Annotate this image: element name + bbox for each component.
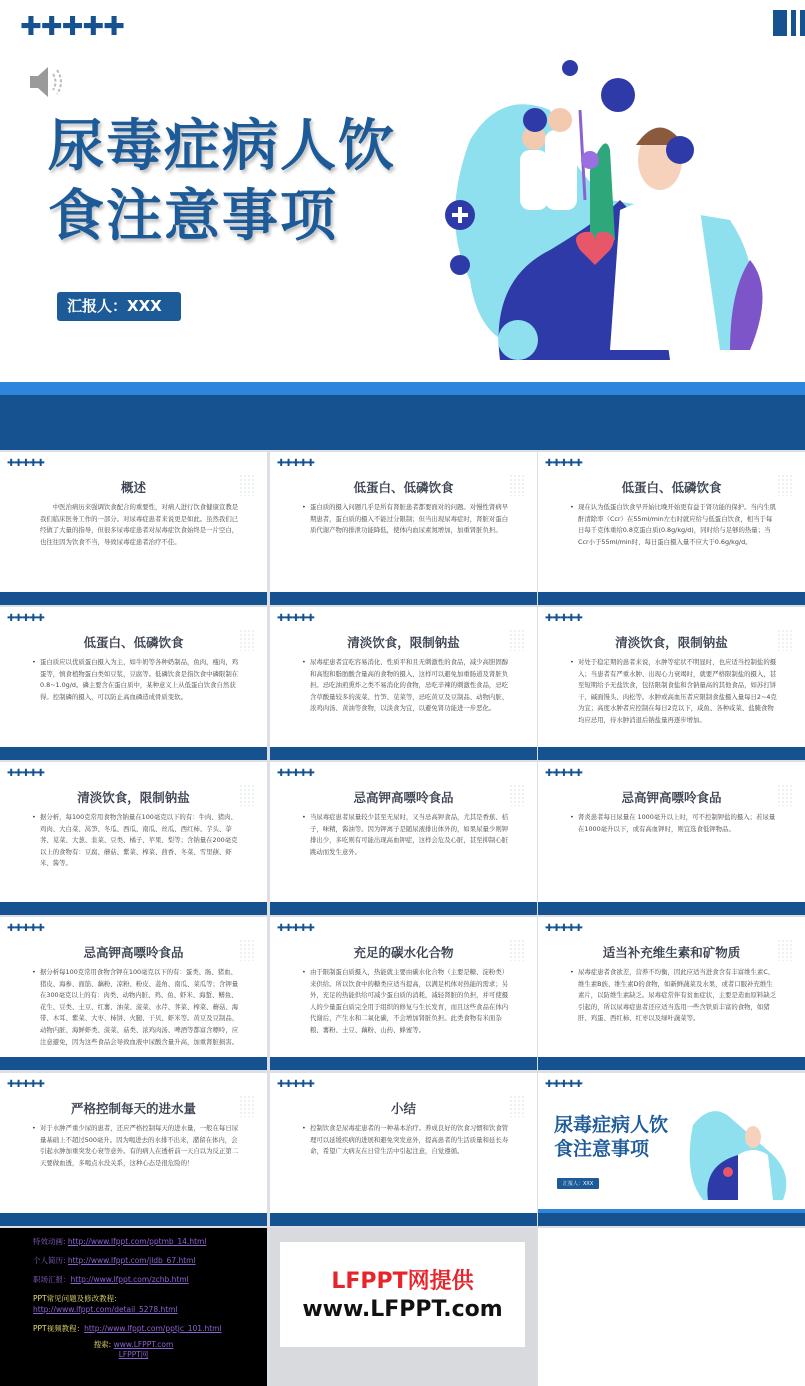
slide-thumbnail[interactable]: [0, 1073, 267, 1226]
slide-thumbnail[interactable]: [270, 452, 537, 605]
cover-title-line2: 食注意事项: [48, 184, 338, 249]
cross-decoration-icon: ✚✚✚✚✚: [545, 458, 582, 469]
cross-decoration-icon: ✚✚✚✚✚: [7, 923, 44, 934]
cover-title: [48, 112, 396, 252]
bars-decoration-icon: [773, 10, 805, 36]
cover-title-line1: 尿毒症病人饮: [48, 114, 396, 179]
slide-body: • 由于限制蛋白质摄入，热能就主要由碳水化合物（主要是糖、淀粉类）来供给。所以饮食中的糖类应适当提高，以满足机体对热能的需求；另外，充足的热能供给可减少蛋白质的消耗，减轻肾脏的负担，并可使摄人的少量蛋白质完全用于组织的修复与生长发育，而且这些食品在体内代谢后，产生水和二氧化碳，不会增加肾脏负担。此类食物有米面杂粮、薯粉、土豆、藕粉、山药、蜂蜜等。: [310, 967, 509, 1037]
doctor-illustration: [430, 50, 790, 370]
slide-body: • 尿毒症患者食欲差，营养不均衡，因此应适当进食含有丰富维生素C、维生素B族、维生素D的食物，如新鲜蔬菜及水果，或者口服补充维生素片，以防维生素缺乏。尿毒症常伴有贫血症状，主要是造血原料缺乏引起的，所以尿毒症患者还应适当选用一些含铁质丰富的食物，如猪肝、鸡蛋、西红柿、红枣以及绿叶蔬菜等。: [578, 967, 777, 1025]
reporter-badge: 汇报人：XXX: [57, 292, 181, 321]
cover-slide: [0, 0, 805, 450]
slide-thumbnail[interactable]: [538, 762, 805, 915]
slide-body: • 蛋白质的摄入问题几乎是所有肾脏患者都要面对的问题。对慢性肾病早期患者，蛋白质的摄入不能过分限制；但当出现尿毒症时，肾脏对蛋白质代谢产物的排泄功能降低，使体内血尿素氮增加，加重肾脏负担。: [310, 502, 509, 537]
resource-link[interactable]: http://www.lfppt.com/zchb.html: [70, 1275, 189, 1284]
slide-footer-band: [270, 747, 537, 760]
cross-decoration-icon: ✚✚✚✚✚: [277, 613, 314, 624]
slide-footer-band: [538, 747, 805, 760]
cross-decoration-icon: ✚✚✚✚✚: [277, 1079, 314, 1090]
thumb-title-line1: 尿毒症病人饮: [554, 1114, 669, 1136]
slide-thumbnail-cover[interactable]: [538, 1073, 805, 1226]
cross-decoration-icon: ✚✚✚✚✚: [545, 923, 582, 934]
slide-thumbnail[interactable]: [538, 452, 805, 605]
slide-thumbnail[interactable]: [270, 607, 537, 760]
resource-link[interactable]: http://www.lfppt.com/pptmb_14.html: [67, 1237, 207, 1246]
slide-thumbnail[interactable]: [0, 607, 267, 760]
slide-body: • 据分析每100克常用食物含钾在100毫克以下的有：蛋类、肠、猪血、猪皮、海参、面筋、藕粉、凉粉、粉皮、菱角、南瓜、菜瓜等；含钾量在300毫克以上的有：肉类、动物内脏、鸡、鱼、虾米、海蜇、鳝鱼、花生、豆类、土豆、红薯、油菜、菠菜、水芹、荠菜、榨菜、蘑菇、海带、木耳、紫菜、大枣、柿饼、火腿、干贝、虾米等。黄豆及豆制品、动物内脏、海鲜虾类、菠菜、菇类、浓鸡肉汤、啤酒等都富含嘌呤，应注意避免，因为这些食品会导致血液中尿酸含量升高，加重肾脏损害。: [40, 967, 239, 1048]
slide-footer-band: [270, 592, 537, 605]
slide-footer-band: [0, 747, 267, 760]
ad-slide: [270, 1228, 537, 1386]
slide-footer-band: [538, 1057, 805, 1070]
slide-footer-band: [538, 1213, 805, 1226]
link-label: 特效动画:: [33, 1237, 68, 1246]
slide-thumbnail[interactable]: [0, 452, 267, 605]
cross-decoration-icon: ✚✚✚✚✚: [7, 1079, 44, 1090]
cross-decoration-icon: ✚✚✚✚✚: [545, 768, 582, 779]
slide-body: • 现在认为低蛋白饮食早开始比晚开始更有益于肾功能的保护。当内生肌酐清除率（Ccr）在55ml/min左右时就应给与低蛋白饮食，相当于每日每千克体重给0.8克蛋白质(0.8g/kg/d)，同时给与足够的热量；当Ccr小于55ml/min时，每日蛋白摄入量不应大于0.6g/kg/d。: [578, 502, 777, 548]
slide-title: 忌高钾高嘌呤食品: [353, 790, 454, 805]
cross-decoration-icon: ✚✚✚✚✚: [20, 12, 124, 42]
slide-body: • 尿毒症患者宜吃容易消化、性质平和且无刺激性的食品，减少高胆固醇和高饱和脂肪酸含量高的食物的摄入，这样可以避免加重肠道及肾脏负担。忌吃油煎熏炸之类不易消化的食物，忌吃辛辣的刺激性食品，忌吃含草酸量较多的菠菜、竹笋、苋菜等，忌吃黄豆及豆制品、动物内脏、浓鸡肉汤、黄油等食物，以淡食为宜，以避免肾功能进一步恶化。: [310, 657, 509, 715]
slide-title: 清淡饮食，限制钠盐: [77, 790, 190, 805]
cover-band-light: [0, 382, 805, 395]
resource-link[interactable]: http://www.lfppt.com/jldb_67.html: [67, 1256, 196, 1265]
doctor-illustration: [683, 1095, 798, 1205]
link-label: PPT常见问题及修改教程:: [33, 1294, 117, 1303]
cross-decoration-icon: ✚✚✚✚✚: [545, 1079, 582, 1090]
slide-thumbnail[interactable]: [538, 917, 805, 1070]
slide-footer-band: [0, 902, 267, 915]
cross-decoration-icon: ✚✚✚✚✚: [7, 768, 44, 779]
slide-thumbnail[interactable]: [270, 1073, 537, 1226]
resource-link[interactable]: http://www.lfppt.com/pptjc_101.html: [84, 1324, 222, 1333]
slide-body: • 肾炎患者每日尿量在 1000毫升以上时，可不控制钾盐的摄入；若尿量在1000毫升以下，或有高血钾时，则宜选食低钾物品。: [578, 812, 777, 835]
slide-footer-band: [270, 1213, 537, 1226]
resource-link-row: [33, 1274, 267, 1285]
slide-thumbnail[interactable]: [270, 917, 537, 1070]
slide-title: 概述: [120, 480, 146, 495]
slide-body: • 蛋白质应以优质蛋白摄入为主，如牛奶等各种奶制品，鱼肉，瘦肉，鸡蛋等，慎食植物蛋白类如豆浆，豆腐等。低磷饮食是指饮食中磷限制在0.8~1.0g/d。磷主要含在蛋白质中，某种意义上从低蛋白饮食自然获得。控制磷的摄入，可以防止高血磷造成骨质变软。: [40, 657, 239, 703]
ad-line2: www.LFPPT.com: [302, 1297, 503, 1322]
cross-decoration-icon: ✚✚✚✚✚: [545, 613, 582, 624]
cross-decoration-icon: ✚✚✚✚✚: [7, 613, 44, 624]
slide-body: • 控制饮食是尿毒症患者的一种基本治疗。养成良好的饮食习惯和饮食管理可以延缓疾病的进展和避免突发意外，提高患者的生活质量和延长寿命，希望广大病友在日常生活中引起注意，自觉遵循。: [310, 1123, 509, 1158]
search-link[interactable]: www.LFPPT.com: [113, 1340, 174, 1349]
slide-footer-band: [538, 902, 805, 915]
slide-body: • 当尿毒症患者尿量较少甚至无尿时，又当忌高钾食品，尤其是香蕉、桔子，味精，酱油等。因为钾离子是随尿液排出体外的，如果尿量少则钾排出少，多吃则有可能出现高血钾症，这样会危及心脏，甚至抑制心脏跳动而发生意外。: [310, 812, 509, 858]
slide-title: 小结: [390, 1101, 416, 1116]
slide-body: • 对于水肿严重少尿的患者，还应严格控制每天的进水量，一般在每日尿量基础上不超过500毫升。因为喝进去的水排不出来，潴留在体内，会引起水肿加重突发心衰等意外。有的病人在透析前一天自以为反正第二天要做血透，多喝点水没关系，这种心态是很危险的！: [40, 1123, 239, 1169]
slide-thumbnail[interactable]: [538, 607, 805, 760]
slide-title: 忌高钾高嘌呤食品: [621, 790, 722, 805]
ad-box: [280, 1242, 525, 1347]
cross-decoration-icon: ✚✚✚✚✚: [277, 768, 314, 779]
resource-link-row: [33, 1236, 267, 1247]
resource-link-row: [33, 1255, 267, 1266]
slide-footer-band: [538, 592, 805, 605]
blank-slide: [538, 1228, 805, 1386]
slide-footer-band: [0, 1057, 267, 1070]
link-label: PPT视频教程：: [33, 1324, 85, 1333]
slide-footer-band: [270, 1057, 537, 1070]
speaker-icon[interactable]: [26, 62, 66, 102]
ad-line1: LFPPT网提供: [331, 1269, 474, 1294]
slide-thumbnail[interactable]: [270, 762, 537, 915]
slide-title: 严格控制每天的进水量: [70, 1101, 196, 1116]
slide-title: 低蛋白、低磷饮食: [353, 480, 454, 495]
slide-title: 清淡饮食，限制钠盐: [615, 635, 728, 650]
thumb-title-line2: 食注意事项: [554, 1138, 650, 1160]
slide-footer-band: [270, 902, 537, 915]
link-label: 个人简历:: [33, 1256, 68, 1265]
cross-decoration-icon: ✚✚✚✚✚: [7, 458, 44, 469]
slide-title: 忌高钾高嘌呤食品: [83, 945, 184, 960]
slide-body: 中医治病历来强调饮食配合的重要性，对病人进行饮食健康宣教是我们临床医务工作的一部分。对尿毒症患者来说更是如此。虽然我们已经做了大量的指导，但很多尿毒症患者对尿毒症饮食始终是一片空白，也往往因为饮食不当，导致尿毒症患者治疗不佳。: [40, 503, 239, 546]
resource-link-row: [33, 1323, 267, 1334]
slide-footer-band: [0, 592, 267, 605]
search-footer: [0, 1340, 267, 1360]
search-label: 搜索:: [93, 1340, 114, 1349]
slide-body: • 据分析，每100克常用食物含钠量在100毫克以下的有：牛肉、猪肉、鸡肉、大白菜、莴笋、冬瓜、西瓜、南瓜、丝瓜、西红柿、芋头、荸荠、苋菜、大葱、韭菜、豆类、橘子、苹果、梨等；含钠量在200毫克以上的食物有：豆腐、蘑菇、紫菜、榨菜、茴香、冬菜、雪里蕻、虾米、酱等。: [40, 812, 239, 870]
slide-title: 清淡饮食，限制钠盐: [347, 635, 460, 650]
cross-decoration-icon: ✚✚✚✚✚: [277, 923, 314, 934]
resource-link-row: [33, 1293, 267, 1315]
resource-links-panel: [0, 1228, 267, 1386]
slide-thumbnail[interactable]: [0, 762, 267, 915]
cross-decoration-icon: ✚✚✚✚✚: [277, 458, 314, 469]
slide-footer-band: [0, 1213, 267, 1226]
cover-band-dark: [0, 395, 805, 450]
slide-title: 充足的碳水化合物: [353, 945, 454, 960]
slide-title: 低蛋白、低磷饮食: [621, 480, 722, 495]
thumb-reporter: 汇报人：XXX: [557, 1178, 599, 1189]
slide-thumbnail[interactable]: [0, 917, 267, 1070]
brand-link[interactable]: LFPPT网: [118, 1350, 149, 1359]
slide-body: • 对处于稳定期的患者来说，水肿等症状不明显时，也应适当控制盐的摄入；当患者有严重水肿、出现心力衰竭时，就要严格限制盐的摄入，甚至短期给予无盐饮食，包括限制食盐和含钠量高的其他食品，如苏打饼干、碱面馒头、肉松等。水肿或高血压者应限制食盐摄入量每日2~4克为宜；高度水肿者应控制在每日2克以下，咸鱼、各种咸菜、盐腌食物均应忌用，待水肿消退后钠盐量再逐步增加。: [578, 657, 777, 727]
resource-link[interactable]: http://www.lfppt.com/detail_5278.html: [33, 1305, 178, 1314]
link-label: 职场汇报：: [33, 1275, 71, 1284]
slide-title: 适当补充维生素和矿物质: [602, 945, 741, 960]
thumb-title: [554, 1113, 668, 1161]
slide-title: 低蛋白、低磷饮食: [83, 635, 184, 650]
